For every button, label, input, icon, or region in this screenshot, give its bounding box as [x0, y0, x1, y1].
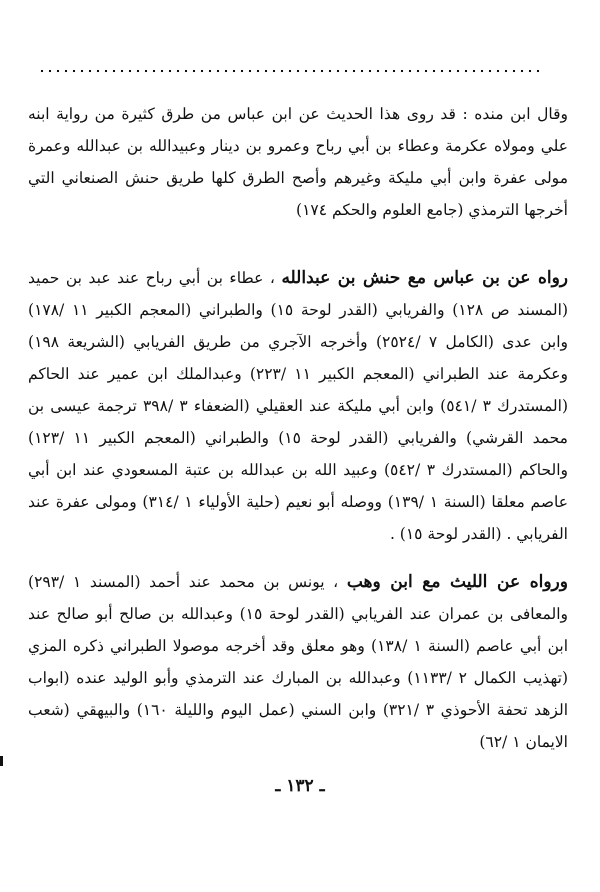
paragraph-ibn-mandah: [28, 98, 568, 226]
page-number: ـ ١٣٢ ـ: [275, 776, 325, 796]
paragraph-text: ، يونس بن محمد عند أحمد (المسند ١ /٢٩٣) والمعافى بن عمران عند الفريابي (القدر لوحة ١٥) وعبدالله بن صالح أبو صالح عند ابن أبي عاصم (السنة ١ /١٣٨) وهو معلق وقد أخرجه موصولا الطبراني ذكره المزي (تهذيب الكمال ٢ /١١٣٣) وعبدالله بن المبارك عند الترمذي وأبو الوليد عنده (ابواب الزهد تحفة الأحوذي ٣ /٣٢١) وابن السني (عمل اليوم والليلة ١٦٠) والبيهقي (شعب الايمان ١ /٦٢): [28, 573, 569, 751]
paragraph-heading: ورواه عن الليث مع ابن وهب: [346, 572, 568, 592]
dotted-separator: [38, 68, 542, 74]
paragraph-heading: رواه عن بن عباس مع حنش بن عبدالله: [281, 268, 568, 288]
paragraph-text: ، عطاء بن أبي رباح عند عبد بن حميد (المسند ص ١٢٨) والفريابي (القدر لوحة ١٥) والطبراني (المعجم الكبير ١١ /١٧٨) وابن عدى (الكامل ٧ /٢٥٢٤) وأخرجه الآجري من طريق الفريابي (الشريعة ١٩٨) وعكرمة عند الطبراني (المعجم الكبير ١١ /٢٢٣) وعبدالملك ابن عمير عند الحاكم (المستدرك ٣ /٥٤١) وابن أبي مليكة عند العقيلي (الضعفاء ٣ /٣٩٨ ترجمة عيسى بن محمد القرشي) والفريابي (القدر لوحة ١٥) والطبراني (المعجم الكبير ١١ /١٢٣) والحاكم (المستدرك ٣ /٥٤٢) وعبيد الله بن عبدالله بن عتبة المسعودي عند ابن أبي عاصم معلقا (السنة ١ /١٣٩) ووصله أبو نعيم (حلية الأولياء ١ /٣١٤) ومولى عفرة عند الفريابي . (القدر لوحة ١٥) .: [28, 269, 568, 543]
paragraph-ibn-abbas-narrators: [28, 262, 568, 550]
paragraph-layth-narrators: [28, 566, 568, 758]
paragraph-text: وقال ابن منده : قد روى هذا الحديث عن ابن عباس من طرق كثيرة من رواية ابنه علي ومولاه عكرمة وعطاء بن أبي رباح وعمرو بن دينار وعبيدالله بن عبدالله وعمرة مولى عفرة وابن أبي مليكة وغيرهم وأصح الطرق كلها طريق حنش الصنعاني التي أخرجها الترمذي (جامع العلوم والحكم ١٧٤): [28, 105, 568, 219]
scan-edge-mark: [0, 756, 3, 766]
